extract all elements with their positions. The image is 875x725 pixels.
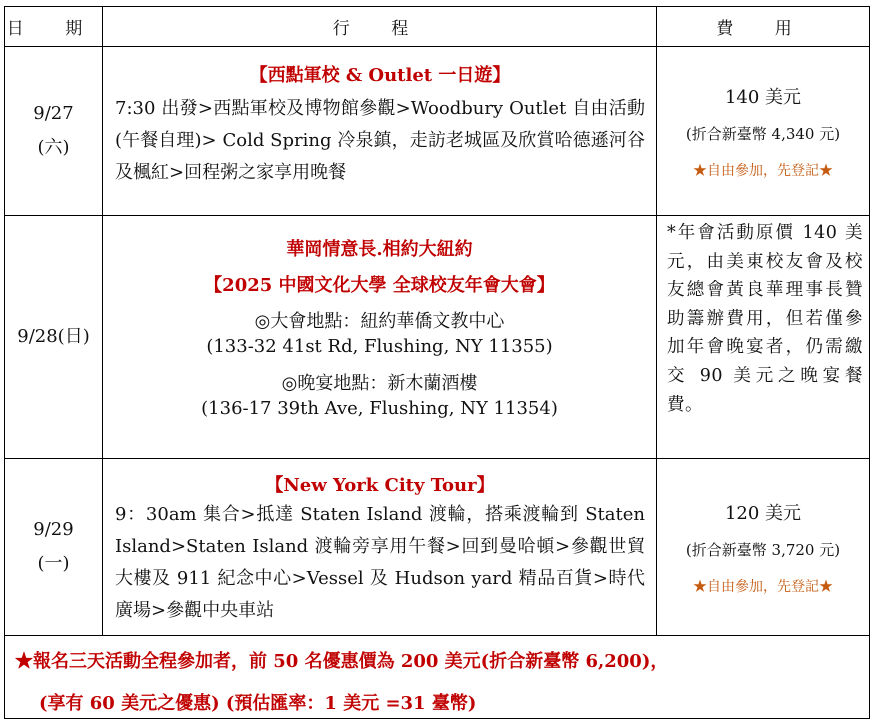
row1-itinerary <box>115 61 645 189</box>
row2-itinerary <box>103 237 656 421</box>
footer-line2: (享有 60 美元之優惠) (預估匯率：1 美元 =31 臺幣) <box>39 693 477 714</box>
row2-venue2-label: ◎晚宴地點：新木蘭酒樓 <box>281 373 478 394</box>
row3-date-weekday: (一) <box>37 553 70 574</box>
row2-date-day: 9/28(日) <box>17 326 90 347</box>
row3-date-day: 9/29 <box>33 519 74 540</box>
row-divider <box>5 215 869 216</box>
row3-description: 9：30am 集合>抵達 Staten Island 渡輪，搭乘渡輪到 Staten Island>Staten Island 渡輪旁享用午餐>回到曼哈頓>參觀世貿大樓及 911 紀念中心>Vessel 及 Hudson yard 精品百貨>時代廣場>參觀中央車站 <box>115 504 645 621</box>
row3-fee <box>657 459 869 635</box>
row2-subtitle: 【2025 中國文化大學 全球校友年會大會】 <box>204 275 555 296</box>
row3-itinerary <box>115 471 645 627</box>
row3-title: 【New York City Tour】 <box>265 475 495 496</box>
header-itinerary <box>103 7 656 46</box>
row1-date-day: 9/27 <box>33 103 74 124</box>
header-fee-label: 費 用 <box>716 19 810 39</box>
row1-fee-ntd: (折合新臺幣 4,340 元) <box>685 124 841 143</box>
row-divider <box>5 635 869 636</box>
header-date <box>5 7 102 46</box>
header-itinerary-label: 行 程 <box>332 19 427 39</box>
row3-fee-ntd: (折合新臺幣 3,720 元) <box>685 540 841 559</box>
row1-fee-usd: 140 美元 <box>724 86 802 108</box>
row1-title: 【西點軍校 & Outlet 一日遊】 <box>249 65 511 86</box>
row3-fee-usd: 120 美元 <box>724 502 802 524</box>
header-fee <box>657 7 869 46</box>
header-date-label: 日 期 <box>6 19 101 39</box>
row2-venue1-label: ◎大會地點：紐約華僑文教中心 <box>254 311 505 332</box>
footer-promo <box>15 641 865 725</box>
row2-date <box>5 216 102 458</box>
row1-date <box>5 47 102 215</box>
row1-fee-note: ★自由參加，先登記★ <box>693 162 833 179</box>
row2-venue2-address: (136-17 39th Ave, Flushing, NY 11354) <box>201 398 558 419</box>
row1-fee <box>657 47 869 215</box>
row1-description: 7:30 出發>西點軍校及博物館參觀>Woodbury Outlet 自由活動(午餐自理)> Cold Spring 冷泉鎮，走訪老城區及欣賞哈德遜河谷及楓紅>回程粥之家享用晚餐 <box>115 98 645 183</box>
row2-venue1-address: (133-32 41st Rd, Flushing, NY 11355) <box>206 336 553 357</box>
row1-date-weekday: (六) <box>37 137 70 158</box>
itinerary-table <box>4 6 870 719</box>
footer-line1: ★報名三天活動全程參加者，前 50 名優惠價為 200 美元(折合新臺幣 6,200)， <box>15 651 669 672</box>
row3-fee-note: ★自由參加，先登記★ <box>693 578 833 595</box>
row2-fee-note: *年會活動原價 140 美元，由美東校友會及校友總會黃良華理事長贊助籌辦費用，但若僅參加年會晚宴者，仍需繳交 90 美元之晚宴餐費。 <box>667 223 863 415</box>
row2-title: 華岡情意長.相約大紐約 <box>286 239 473 260</box>
row3-date <box>5 459 102 635</box>
